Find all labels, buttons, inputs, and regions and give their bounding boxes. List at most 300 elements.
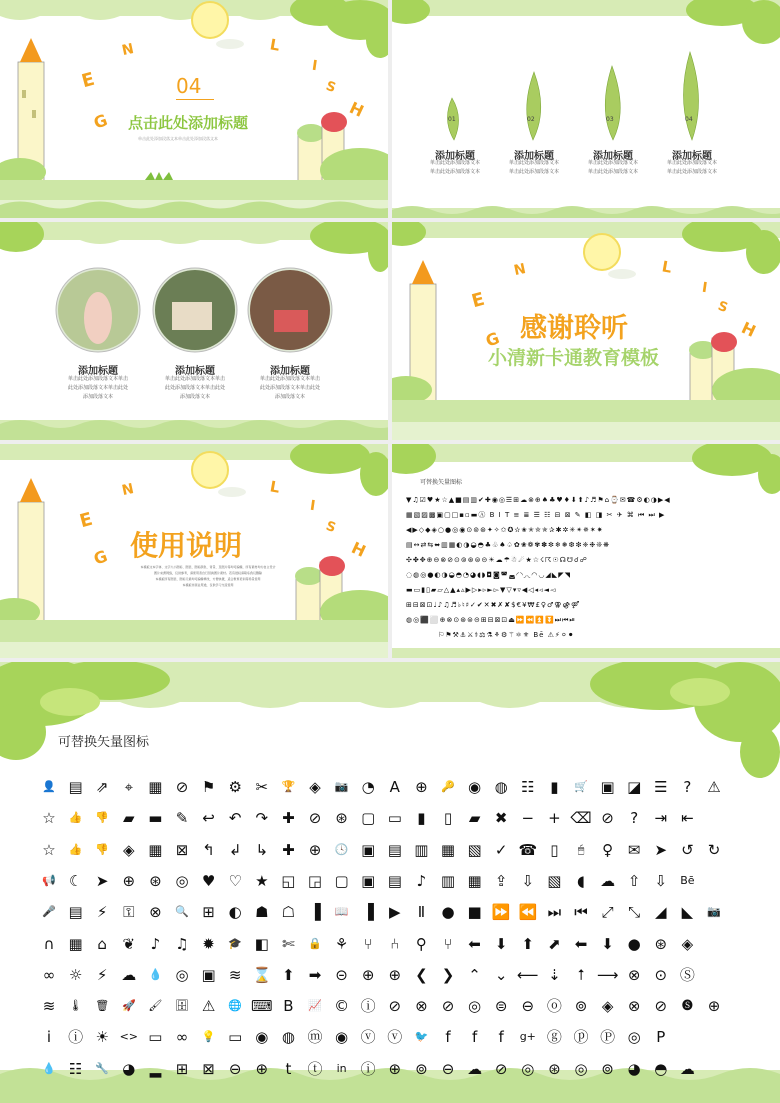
library-icon: ◉ (335, 1028, 349, 1047)
library-icon: ⓖ (546, 1028, 562, 1047)
slide-1-background (0, 0, 388, 218)
library-icon: ▂ (149, 1059, 162, 1078)
library-icon: ▧ (547, 871, 562, 890)
library-icon: ▤ (68, 778, 83, 796)
library-icon: ⊞ (202, 903, 215, 922)
library-icon: ◉ (468, 778, 482, 796)
letter-l: L (660, 257, 674, 277)
library-icon: ◎ (175, 871, 189, 890)
item-title: 添加标题 (435, 151, 475, 162)
library-icon: 🌐 (228, 999, 243, 1013)
photo-title: 添加标题 (175, 366, 215, 377)
icon-row: ▼♫☑♥★☆▲■▤▥✔✚◉◎☰⊞☁⊗⊕♠♣♥♦⬇⬆♪♬⚑⌂⌚✉☎⚙◐◑▶◀ (406, 496, 671, 504)
library-icon: ⌄ (494, 965, 508, 984)
library-icon: ⏪ (518, 903, 538, 922)
library-icon: ⓞ (546, 997, 562, 1016)
section-number: 04 (176, 74, 202, 98)
library-icon: ♪ (150, 934, 161, 953)
library-icon: ◖ (577, 871, 585, 890)
library-icon: ◎ (521, 1059, 535, 1078)
library-icon: ⚡ (96, 903, 108, 922)
library-icon: ☾ (68, 871, 83, 890)
library-icon: ⓥ (360, 1028, 376, 1047)
library-icon: ⊙ (654, 965, 668, 984)
icon-row: ◌◍◎●◐◑◒◓◔◕◖◗◘◙◚◛◜◝◞◟◠◡◢◣◤◥ (406, 571, 571, 579)
slide-1[interactable] (0, 0, 388, 218)
library-icon: ◈ (309, 778, 321, 796)
library-icon: P (656, 1028, 666, 1047)
photo-text: 单击此处添加段落文本单击 此处添加段落文本单击此处 添加段落文本 (67, 376, 128, 400)
library-icon: ⌛ (252, 965, 272, 984)
library-icon: ▯ (443, 809, 453, 828)
library-icon: ⊛ (335, 809, 348, 828)
library-icon: ⊕ (707, 997, 721, 1016)
library-icon: ▮ (550, 778, 559, 796)
library-icon: ✓ (494, 840, 508, 859)
library-icon: ◪ (627, 778, 642, 796)
library-icon: ✄ (282, 934, 295, 953)
library-icon: ⊕ (308, 840, 322, 859)
library-icon: t (285, 1059, 292, 1078)
library-icon: 🅢 (681, 999, 693, 1013)
library-icon: ◉ (255, 1028, 269, 1047)
icon-library-title: 可替换矢量图标 (58, 735, 150, 750)
library-icon: ⊚ (415, 1059, 428, 1078)
library-icon: 👎 (95, 811, 110, 825)
library-icon: ☰ (654, 778, 668, 796)
library-icon: ⚠ (707, 778, 721, 796)
usage-title: 使用说明 (130, 529, 243, 562)
library-icon: ⊝ (335, 965, 348, 984)
item-title: 添加标题 (672, 151, 712, 162)
slide-6[interactable] (392, 444, 780, 658)
library-icon: ▰ (468, 809, 481, 828)
library-icon: ☁ (121, 965, 137, 984)
library-icon: ? (683, 778, 692, 796)
library-icon: ✚ (282, 809, 295, 828)
library-icon: ◈ (681, 934, 694, 953)
library-icon: ⬇ (494, 934, 508, 953)
library-icon: ⇩ (654, 871, 668, 890)
library-icon: ⑃ (390, 934, 400, 953)
library-icon: 🎓 (228, 936, 243, 950)
library-icon: ⊗ (149, 903, 162, 922)
icon-row: ▦▧▨▩▣▢□▪▫▬Ⓐ B I T ≡ ≣ ☰ ☷ ⊟ ⊠ ✎ ◧ ◨ ✂ ✈ ⌘ ⏮ ⏭ ▶ (406, 511, 666, 519)
library-icon: + (548, 809, 561, 828)
timeline (392, 0, 780, 218)
library-icon: 🎤 (42, 905, 56, 919)
library-icon: 🗄 (175, 999, 189, 1013)
library-icon: ⊖ (441, 1059, 455, 1078)
library-icon: ♫ (175, 934, 189, 953)
library-icon: ⊕ (388, 965, 402, 984)
library-icon: 🔍 (175, 905, 189, 919)
library-icon: ⊗ (627, 965, 641, 984)
library-icon: ◎ (175, 965, 189, 984)
letter-n: N (512, 260, 528, 280)
icon-row: ▬▭▮▯▰▱△▲▴▵▶▷▸▹►▻▼▽▾▿◀◁◂◃◄◅ (406, 586, 557, 594)
library-icon: Bē (680, 873, 695, 887)
library-icon: 🔧 (95, 1061, 110, 1075)
library-icon: ▭ (228, 1028, 243, 1047)
library-icon: 📈 (308, 999, 322, 1013)
library-icon: ⊛ (654, 934, 668, 953)
library-icon: ⌖ (124, 778, 134, 796)
library-icon: ▭ (387, 809, 402, 828)
library-icon: Ⓟ (600, 1028, 616, 1047)
letter-e: E (469, 288, 487, 313)
letter-s: S (715, 298, 730, 317)
item-number: 04 (685, 116, 693, 123)
library-icon: ☷ (68, 1059, 83, 1078)
library-icon: ⇣ (548, 965, 561, 984)
letter-e: E (77, 508, 95, 533)
library-icon: A (389, 778, 400, 796)
library-icon: ▰ (123, 809, 135, 828)
library-icon: g+ (519, 1030, 536, 1044)
library-icon: 📖 (334, 905, 349, 919)
library-icon: ❦ (122, 934, 136, 953)
library-icon: in (336, 1061, 347, 1075)
letter-g: G (483, 328, 502, 351)
library-icon: ⚘ (334, 934, 349, 953)
library-icon: f (445, 1028, 451, 1047)
library-icon: ⊘ (494, 1059, 508, 1078)
library-icon: ☗ (255, 903, 269, 922)
library-icon: ⊘ (654, 997, 668, 1016)
library-icon: 💧 (42, 1061, 56, 1075)
library-icon: ◍ (494, 778, 508, 796)
library-icon: ▐ (309, 903, 321, 922)
library-icon: ⬅ (468, 934, 481, 953)
item-number: 02 (527, 116, 535, 123)
library-icon: ❯ (441, 965, 455, 984)
library-icon: ↳ (255, 840, 269, 859)
item-title: 添加标题 (593, 151, 633, 162)
icon-row: ⊞⊟⊠⊡♩♪♫♬♭♮♯✓✔✕✖✗✘$€¥₩£♀♂⚢⚣⚤ (406, 601, 581, 609)
library-icon: ◣ (681, 903, 694, 922)
library-icon: ⬆ (521, 934, 535, 953)
library-icon: ▣ (361, 840, 376, 859)
library-icon: ⊘ (308, 809, 322, 828)
library-icon: ? (630, 809, 639, 828)
usage-body: 本模板文本字体、文字大小图标、图表、图标颜色、背景、及图片等均可编辑，所有素材均为自主设计 图片来源网络，仅供参考，请使用者自行替换图片素材。若有侵权请联系我们删除 本模板所有图表、图标元素均可编辑修改，方便快捷，适合教育培训等场景使用 本模板非商业用途，仅供学习交流使用 (140, 565, 276, 587)
library-icon: ⤡ (628, 903, 641, 922)
letter-h: H (738, 318, 759, 341)
library-icon: i (46, 1028, 52, 1047)
library-icon: ▤ (387, 840, 402, 859)
icon-row: ▤↔⇄⇆⬌▥▦◐◑◒◓♣♧♠♤✿❀❁✾✽✼❄❅❆❇❈❉❊❋ (406, 541, 610, 549)
library-icon: ✹ (202, 934, 215, 953)
library-icon: ⊖ (521, 997, 535, 1016)
library-icon: ⊚ (574, 997, 588, 1016)
library-icon: ≋ (228, 965, 242, 984)
library-icon: ↩ (202, 809, 215, 828)
library-icon: 👍 (68, 842, 83, 856)
library-icon: ▦ (440, 840, 456, 859)
library-icon: 🐦 (414, 1030, 429, 1044)
library-icon: ◐ (228, 903, 242, 922)
library-icon: ▣ (361, 871, 376, 890)
library-icon: ◧ (254, 934, 269, 953)
library-icon: ⏭ (547, 903, 562, 922)
library-icon: ⊜ (494, 997, 508, 1016)
library-icon: ⊠ (202, 1059, 215, 1078)
library-icon: ☁ (600, 871, 616, 890)
library-icon: 🔑 (441, 780, 455, 793)
library-icon: 📷 (707, 905, 721, 919)
library-icon: ♀ (602, 840, 614, 859)
slide-subtitle: 单击此处添加段落文本单击此处添加段落文本 (138, 136, 218, 141)
library-icon: ⚑ (201, 778, 216, 796)
library-icon: ▮ (417, 809, 426, 828)
library-icon: ✚ (282, 840, 295, 859)
letter-g: G (91, 110, 110, 133)
library-icon: ⬅ (574, 934, 588, 953)
library-icon: ▥ (440, 871, 456, 890)
letter-s: S (323, 78, 338, 97)
library-icon: ⇧ (627, 871, 641, 890)
library-icon: Ⅱ (417, 903, 426, 922)
library-icon: 👤 (42, 780, 56, 793)
library-icon: ☷ (521, 778, 535, 796)
library-icon: ⚙ (228, 778, 242, 796)
library-icon: ↰ (202, 840, 215, 859)
library-icon: 💧 (148, 967, 163, 981)
library-icon: ✎ (175, 809, 189, 828)
library-icon: ⚲ (415, 934, 427, 953)
thanks-title: 感谢聆听 (520, 313, 628, 344)
library-icon: ▦ (467, 871, 482, 890)
library-icon: 🗑 (95, 999, 110, 1013)
item-text: 单击此处添加段落文本 单击此处添加段落文本 (587, 160, 638, 175)
library-icon: ⇩ (521, 871, 535, 890)
photo-title: 添加标题 (78, 366, 118, 377)
library-icon: ⓣ (307, 1059, 323, 1078)
item-number: 03 (606, 116, 614, 123)
library-icon: ⊕ (361, 965, 375, 984)
library-icon: ▢ (361, 809, 376, 828)
library-icon: <> (119, 1030, 139, 1044)
library-icon: ∞ (42, 965, 56, 984)
slide-2[interactable] (392, 0, 780, 218)
library-icon: ⇗ (95, 778, 109, 796)
library-icon: 📷 (334, 780, 349, 793)
slide-5[interactable] (0, 444, 388, 658)
item-number: 01 (448, 116, 456, 123)
library-icon: B (283, 997, 294, 1016)
library-icon: ☎ (518, 840, 538, 859)
library-icon: ⑂ (443, 934, 453, 953)
library-icon: ⬆ (282, 965, 295, 984)
library-icon: 🚀 (121, 999, 136, 1013)
library-icon: ◍ (281, 1028, 295, 1047)
library-icon: ◱ (281, 871, 296, 890)
library-icon: ∞ (175, 1028, 189, 1047)
library-icon: ★ (255, 871, 269, 890)
library-icon: f (471, 1028, 478, 1047)
library-icon: ▐ (362, 903, 374, 922)
item-text: 单击此处添加段落文本 单击此处添加段落文本 (429, 160, 480, 175)
library-icon: ✂ (255, 778, 269, 796)
letter-i: I (310, 57, 319, 75)
library-icon: ⊖ (228, 1059, 242, 1078)
photo-title: 添加标题 (270, 366, 310, 377)
library-icon: ⇥ (654, 809, 668, 828)
library-icon: ● (441, 903, 455, 922)
library-icon: ▤ (387, 871, 402, 890)
library-icon: ⊗ (627, 997, 641, 1016)
library-icon: 🛒 (574, 780, 588, 793)
library-icon: ◈ (601, 997, 614, 1016)
library-icon: ▤ (68, 903, 83, 922)
letter-h: H (346, 98, 367, 121)
library-icon: 👍 (68, 811, 83, 825)
library-icon: ☆ (42, 840, 56, 859)
library-icon: ⟶ (596, 965, 619, 984)
letter-s: S (323, 518, 338, 537)
library-icon: ⌨ (250, 997, 273, 1016)
library-icon: f (498, 1028, 504, 1047)
library-icon: ⚡ (96, 965, 108, 984)
library-icon: ↷ (255, 809, 269, 828)
library-icon: ⟵ (517, 965, 539, 984)
library-icon: ⓘ (68, 1028, 84, 1047)
library-icon: ⊕ (255, 1059, 269, 1078)
icon-row: ◀▶◇◆◈○●◎◉⊙⊚⊛✦✧✩✪✫✬✭✮✯✰✱✲✳✴✵✶✷ (406, 526, 604, 534)
library-icon: ⏩ (491, 903, 511, 922)
library-icon: ⓥ (387, 1028, 403, 1047)
library-icon: ⬈ (548, 934, 561, 953)
library-icon: ⊚ (601, 1059, 614, 1078)
library-icon: ⓜ (307, 1028, 323, 1047)
library-icon: 📢 (42, 873, 56, 887)
library-icon: ⇤ (681, 809, 694, 828)
letter-n: N (120, 480, 136, 500)
library-icon: ➤ (95, 871, 109, 890)
letter-e: E (79, 68, 97, 93)
library-icon: ⏮ (574, 903, 588, 922)
library-icon: 🕓 (334, 842, 349, 856)
icon-row: ◍◎⬛⬜⊕⊗⊙⊛⊜⊝⊞⊟⊠⊡⏏⏩⏪⏫⏬⏭⏮⏯ (406, 616, 576, 624)
library-icon: ⊘ (601, 809, 614, 828)
library-icon: ▣ (201, 965, 216, 984)
library-icon: ▦ (148, 840, 163, 859)
library-icon: ⚿ (123, 903, 135, 922)
library-icon: ≋ (42, 997, 56, 1016)
library-icon: ⓟ (573, 1028, 589, 1047)
library-icon: ⊠ (175, 840, 189, 859)
library-icon: ▦ (148, 778, 163, 796)
library-icon: ⊛ (149, 871, 162, 890)
letter-g: G (91, 546, 110, 569)
letter-l: L (268, 477, 282, 497)
library-icon: ➤ (654, 840, 668, 859)
library-icon: ⇪ (494, 871, 508, 890)
library-icon: ♥ (201, 871, 216, 890)
library-icon: ∩ (43, 934, 55, 953)
library-icon: ⊕ (415, 778, 428, 796)
icon-library-slide[interactable] (0, 662, 780, 1103)
library-icon: ◈ (123, 840, 135, 859)
library-icon: ↺ (681, 840, 694, 859)
library-icon: 💡 (201, 1030, 216, 1044)
library-icon: ▦ (68, 934, 83, 953)
library-icon: ↶ (228, 809, 242, 828)
library-icon: ♪ (416, 871, 427, 890)
icons-title: 可替换矢量图标 (420, 479, 463, 486)
library-icon: ◕ (627, 1059, 641, 1078)
library-icon: 🏆 (281, 780, 296, 793)
library-icon: ✉ (627, 840, 641, 859)
library-icon: Ⓢ (679, 965, 695, 984)
library-icon: ◎ (468, 997, 482, 1016)
library-icon: ◎ (627, 1028, 641, 1047)
thanks-subtitle: 小清新卡通教育模板 (488, 347, 660, 369)
library-icon: 🖌 (148, 999, 163, 1013)
library-icon: ☀ (95, 1028, 109, 1047)
letter-n: N (120, 40, 136, 60)
library-icon: ☼ (68, 965, 83, 984)
library-icon: 🔒 (308, 936, 322, 950)
library-icon: − (521, 809, 535, 828)
slide-title: 点击此处添加标题 (128, 114, 249, 132)
item-title: 添加标题 (514, 151, 554, 162)
item-text: 单击此处添加段落文本 单击此处添加段落文本 (666, 160, 717, 175)
library-icon: ✖ (494, 809, 508, 828)
library-icon: ♡ (228, 871, 242, 890)
library-icon: 🌡 (68, 999, 83, 1013)
library-icon: ⌂ (97, 934, 107, 953)
library-icon: ☁ (467, 1059, 483, 1078)
library-icon: ↻ (707, 840, 721, 859)
letter-h: H (348, 538, 369, 561)
library-icon: ⤢ (601, 903, 614, 922)
slide-3[interactable] (0, 222, 388, 440)
library-icon: ⊘ (388, 997, 402, 1016)
library-icon: ⚠ (201, 997, 216, 1016)
library-icon: ⬇ (601, 934, 614, 953)
library-icon: ➡ (308, 965, 322, 984)
library-icon: ⊕ (388, 1059, 402, 1078)
slide-4[interactable] (392, 222, 780, 440)
photo-text: 单击此处添加段落文本单击 此处添加段落文本单击此处 添加段落文本 (164, 376, 225, 400)
library-icon: ↲ (228, 840, 242, 859)
library-icon: ■ (467, 903, 482, 922)
item-text: 单击此处添加段落文本 单击此处添加段落文本 (508, 160, 559, 175)
library-icon: ▭ (148, 1028, 163, 1047)
library-icon: ▣ (600, 778, 615, 796)
library-icon: ◓ (654, 1059, 668, 1078)
library-icon: ◢ (655, 903, 667, 922)
library-icon: ◕ (122, 1059, 136, 1078)
library-icon: ⊛ (548, 1059, 561, 1078)
library-icon: ❮ (415, 965, 428, 984)
library-icon: ▥ (414, 840, 429, 859)
photo-text: 单击此处添加段落文本单击 此处添加段落文本单击此处 添加段落文本 (259, 376, 320, 400)
library-icon: ⑂ (363, 934, 373, 953)
library-icon: ⊕ (122, 871, 136, 890)
library-icon: © (334, 997, 350, 1016)
library-icon: ☖ (281, 903, 296, 922)
library-icon: ⊘ (175, 778, 189, 796)
number-underline (176, 99, 214, 100)
library-icon: ⓘ (360, 997, 376, 1016)
letter-i: I (308, 497, 317, 515)
library-icon: ⊞ (175, 1059, 189, 1078)
library-icon: ▧ (467, 840, 482, 859)
icon-row: ✣✤✥⊕⊖⊗⊘⊙⊚⊛⊜⊝☀☁☂☃☄★☆☇☈☉☊☋☌☍ (406, 556, 588, 564)
